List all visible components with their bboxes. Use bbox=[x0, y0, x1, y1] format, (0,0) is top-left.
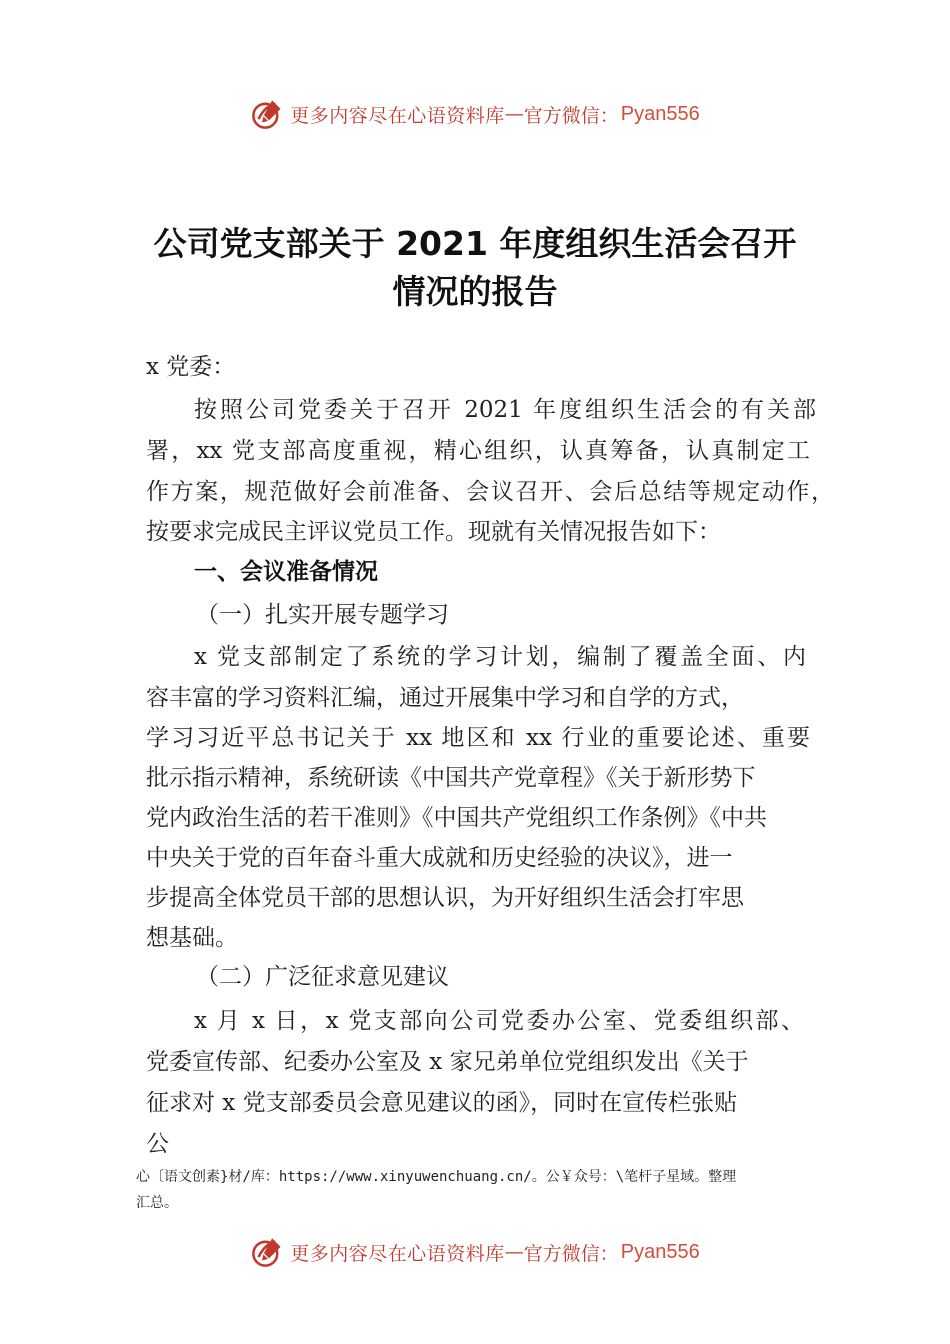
paragraph-line: 征求对 x 党支部委员会意见建议的函》，同时在宣传栏张贴 bbox=[146, 1090, 738, 1116]
source-footnote-line-2: 汇总。 bbox=[136, 1195, 178, 1211]
banner-wechat-label: 官方微信： bbox=[523, 104, 619, 127]
header-banner bbox=[0, 94, 950, 134]
paragraph-line: 公 bbox=[146, 1131, 169, 1157]
paragraph-line: 想基础。 bbox=[146, 925, 238, 951]
paragraph-line: 作方案，规范做好会前准备、会议召开、会后总结等规定动作， bbox=[146, 479, 834, 505]
banner-separator: — bbox=[504, 103, 524, 125]
subsection-heading: （一）扎实开展专题学习 bbox=[196, 602, 449, 628]
document-title-line-2: 情况的报告 bbox=[392, 272, 558, 311]
paragraph-line: 署，xx 党支部高度重视，精心组织，认真筹备，认真制定工 bbox=[146, 438, 810, 464]
paragraph-line: 批示指示精神，系统研读《中国共产党章程》《关于新形势下 bbox=[146, 765, 756, 791]
pen-logo-icon bbox=[250, 97, 284, 131]
paragraph-line: 学习习近平总书记关于 xx 地区和 xx 行业的重要论述、重要 bbox=[146, 725, 810, 751]
paragraph-line: x 党支部制定了系统的学习计划，编制了覆盖全面、内 bbox=[194, 644, 806, 670]
paragraph-line: 中央关于党的百年奋斗重大成就和历史经验的决议》，进一 bbox=[146, 845, 733, 871]
pen-logo-icon bbox=[250, 1235, 284, 1269]
section-heading: 一、会议准备情况 bbox=[194, 559, 378, 585]
paragraph-line: 党内政治生活的若干准则》《中国共产党组织工作条例》《中共 bbox=[146, 805, 767, 831]
paragraph-line: x 月 x 日，x 党支部向公司党委办公室、党委组织部、 bbox=[194, 1008, 804, 1034]
paragraph-line: 按照公司党委关于召开 2021 年度组织生活会的有关部 bbox=[194, 397, 816, 423]
paragraph-line: 容丰富的学习资料汇编，通过开展集中学习和自学的方式， bbox=[146, 685, 744, 711]
banner-wechat-id: Pyan556 bbox=[620, 1240, 700, 1263]
paragraph-line: 党委宣传部、纪委办公室及 x 家兄弟单位党组织发出《关于 bbox=[146, 1049, 749, 1075]
source-footnote-line-1: 心〔语文创素}材/库：https://www.xinyuwenchuang.cn/。公￥众号：\笔杆子星域。整理 bbox=[136, 1169, 737, 1185]
footer-banner bbox=[0, 1232, 950, 1272]
document-title-line-1: 公司党支部关于 2021 年度组织生活会召开 bbox=[153, 224, 797, 263]
banner-wechat-label: 官方微信： bbox=[523, 1242, 619, 1265]
subsection-heading: （二）广泛征求意见建议 bbox=[196, 964, 449, 990]
banner-text: 更多内容尽在心语资料库 bbox=[290, 1242, 505, 1265]
banner-text: 更多内容尽在心语资料库 bbox=[290, 104, 505, 127]
banner-wechat-id: Pyan556 bbox=[620, 102, 700, 125]
paragraph-line: 按要求完成民主评议党员工作。现就有关情况报告如下： bbox=[146, 519, 721, 545]
salutation: x 党委： bbox=[146, 354, 236, 380]
banner-separator: — bbox=[504, 1241, 524, 1263]
paragraph-line: 步提高全体党员干部的思想认识，为开好组织生活会打牢思 bbox=[146, 885, 744, 911]
